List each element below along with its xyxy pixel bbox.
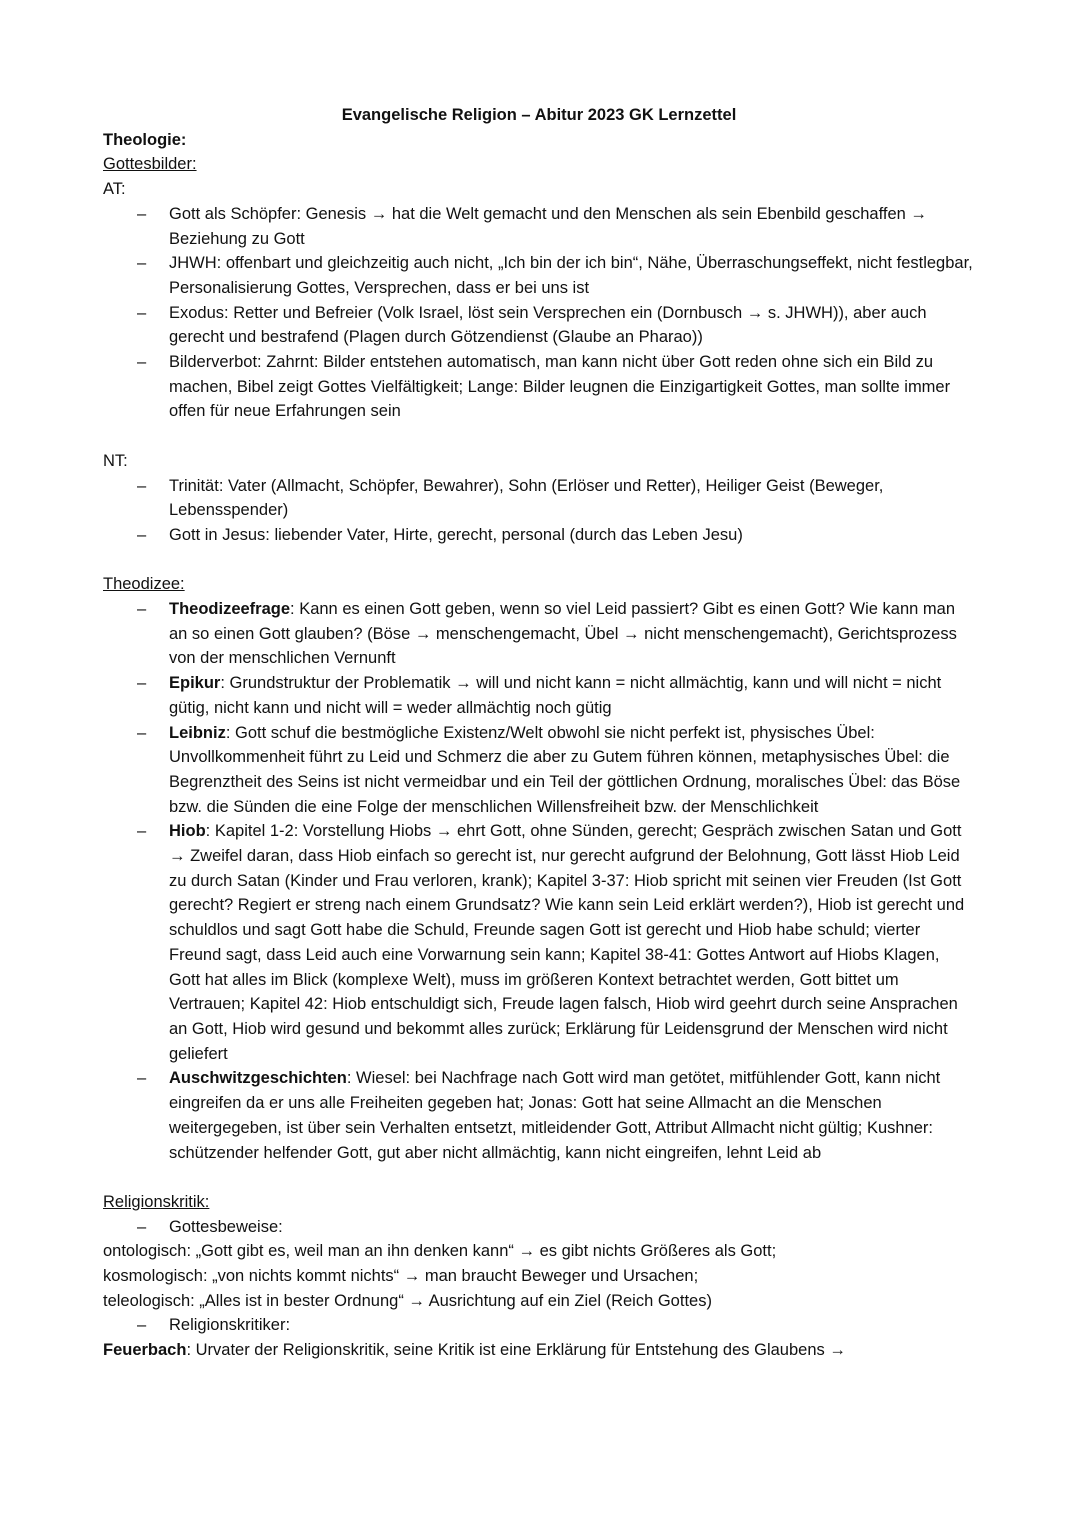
- list-item: – Leibniz: Gott schuf die bestmögliche Existenz/Welt obwohl sie nicht perfekt ist, physisches Übel: Unvollkommenheit führt zu Leid und Schmerz die aber zu Gutem führen können, metaphysisches Übel: die Begrenztheit des Seins ist nicht vermeidbar und ein Teil der göttlichen Ordnung, moralisches Übel: das Böse bzw. die Sünden die eine Folge der menschlichen Willensfreiheit bzw. der Menschlichkeit: [103, 721, 975, 820]
- list-item: – Exodus: Retter und Befreier (Volk Israel, löst sein Versprechen ein (Dornbusch → s. JHWH)), aber auch gerecht und bestrafend (Plagen durch Götzendienst (Glaube an Pharao)): [103, 301, 975, 350]
- dash-icon: –: [137, 600, 147, 619]
- list-item-gottesbeweise: – Gottesbeweise:: [103, 1215, 975, 1240]
- dash-icon: –: [137, 1069, 147, 1088]
- dash-icon: –: [137, 254, 147, 273]
- dash-icon: –: [137, 674, 147, 693]
- dash-icon: –: [137, 476, 147, 495]
- section-theologie: Theologie:: [103, 130, 187, 149]
- list-item: – JHWH: offenbart und gleichzeitig auch nicht, „Ich bin der ich bin“, Nähe, Überraschungseffekt, nicht festlegbar, Personalisierung Gottes, Versprechen, dass er bei uns ist: [103, 251, 975, 300]
- feuerbach-paragraph: Feuerbach: Urvater der Religionskritik, seine Kritik ist eine Erklärung für Entstehung des Glaubens →: [103, 1341, 846, 1360]
- heading-gottesbilder: Gottesbilder:: [103, 155, 197, 174]
- list-item: – Gott als Schöpfer: Genesis → hat die Welt gemacht und den Menschen als sein Ebenbild geschaffen → Beziehung zu Gott: [103, 202, 975, 251]
- list-item: – Trinität: Vater (Allmacht, Schöpfer, Bewahrer), Sohn (Erlöser und Retter), Heiliger Geist (Beweger, Lebensspender): [103, 474, 975, 523]
- at-list: [103, 202, 975, 424]
- gottesbeweis-ontologisch: ontologisch: „Gott gibt es, weil man an ihn denken kann“ → es gibt nichts Größeres als Gott;: [103, 1242, 777, 1261]
- list-item: – Hiob: Kapitel 1-2: Vorstellung Hiobs → ehrt Gott, ohne Sünden, gerecht; Gespräch zwischen Satan und Gott → Zweifel daran, dass Hiob einfach so gerecht ist, nur gerecht aufgrund der Belohnung, Gott lässt Hiob Leid zu durch Satan (Kinder und Frau verloren, krank); Kapitel 3-37: Hiob spricht mit seinen vier Freuden (Ist Gott gerecht? Regiert er streng nach einem Grundsatz? Wie kann sein Leid erklärt werden?), Hiob ist gerecht und schuldlos und sagt Gott habe die Schuld, Freunde sagen Gott ist gerecht und Hiob habe schuld; vierter Freund sagt, dass Leid auch eine Vorwarnung sein kann; Kapitel 38-41: Gottes Antwort auf Hiobs Klagen, Gott hat alles im Blick (komplexe Welt), muss im größeren Kontext betrachtet werden, Gott bittet um Vertrauen; Kapitel 42: Hiob entschuldigt sich, Freude lagen falsch, Hiob wird geehrt durch seine Ansprachen an Gott, Hiob wird gesund und bekommt alles zurück; Erklärung für Leidensgrund der Menschen wird nicht geliefert: [103, 819, 975, 1066]
- dash-icon: –: [137, 1217, 147, 1236]
- dash-icon: –: [137, 525, 147, 544]
- dash-icon: –: [137, 723, 147, 742]
- dash-icon: –: [137, 204, 147, 223]
- list-item-religionskritiker: – Religionskritiker:: [103, 1313, 975, 1338]
- dash-icon: –: [137, 303, 147, 322]
- list-item: – Epikur: Grundstruktur der Problematik → will und nicht kann = nicht allmächtig, kann und will nicht = nicht gütig, nicht kann und nicht will = weder allmächtig noch gütig: [103, 671, 975, 720]
- heading-religionskritik: Religionskritik:: [103, 1192, 210, 1211]
- list-item: – Theodizeefrage: Kann es einen Gott geben, wenn so viel Leid passiert? Gibt es einen Gott? Wie kann man an so einen Gott glauben? (Böse → menschengemacht, Übel → nicht menschengemacht), Gerichtsprozess von der menschlichen Vernunft: [103, 597, 975, 671]
- label-nt: NT:: [103, 451, 128, 470]
- heading-theodizee: Theodizee:: [103, 575, 185, 594]
- document-page: [103, 103, 975, 1363]
- gottesbeweis-teleologisch: teleologisch: „Alles ist in bester Ordnung“ → Ausrichtung auf ein Ziel (Reich Gottes): [103, 1291, 712, 1310]
- nt-list: [103, 474, 975, 548]
- theodizee-list: [103, 597, 975, 1165]
- dash-icon: –: [137, 1316, 147, 1335]
- document-title: Evangelische Religion – Abitur 2023 GK Lernzettel: [341, 106, 737, 124]
- dash-icon: –: [137, 822, 147, 841]
- list-item: – Auschwitzgeschichten: Wiesel: bei Nachfrage nach Gott wird man getötet, mitfühlender Gott, kann nicht eingreifen da er uns alle Freiheiten gegeben hat; Jonas: Gott hat seine Allmacht an die Menschen weitergegeben, ist über sein Verhalten entsetzt, mitleidender Gott, Attribut Allmacht nicht gültig; Kushner: schützender helfender Gott, gut aber nicht allmächtig, kann nicht eingreifen, lehnt Leid ab: [103, 1066, 975, 1165]
- list-item: – Bilderverbot: Zahrnt: Bilder entstehen automatisch, man kann nicht über Gott reden ohne sich ein Bild zu machen, Bibel zeigt Gottes Vielfältigkeit; Lange: Bilder leugnen die Einzigartigkeit Gottes, man sollte immer offen für neue Erfahrungen sein: [103, 350, 975, 424]
- gottesbeweis-kosmologisch: kosmologisch: „von nichts kommt nichts“ → man braucht Beweger und Ursachen;: [103, 1267, 699, 1285]
- list-item: – Gott in Jesus: liebender Vater, Hirte, gerecht, personal (durch das Leben Jesu): [103, 523, 975, 548]
- dash-icon: –: [137, 353, 147, 372]
- label-at: AT:: [103, 180, 126, 199]
